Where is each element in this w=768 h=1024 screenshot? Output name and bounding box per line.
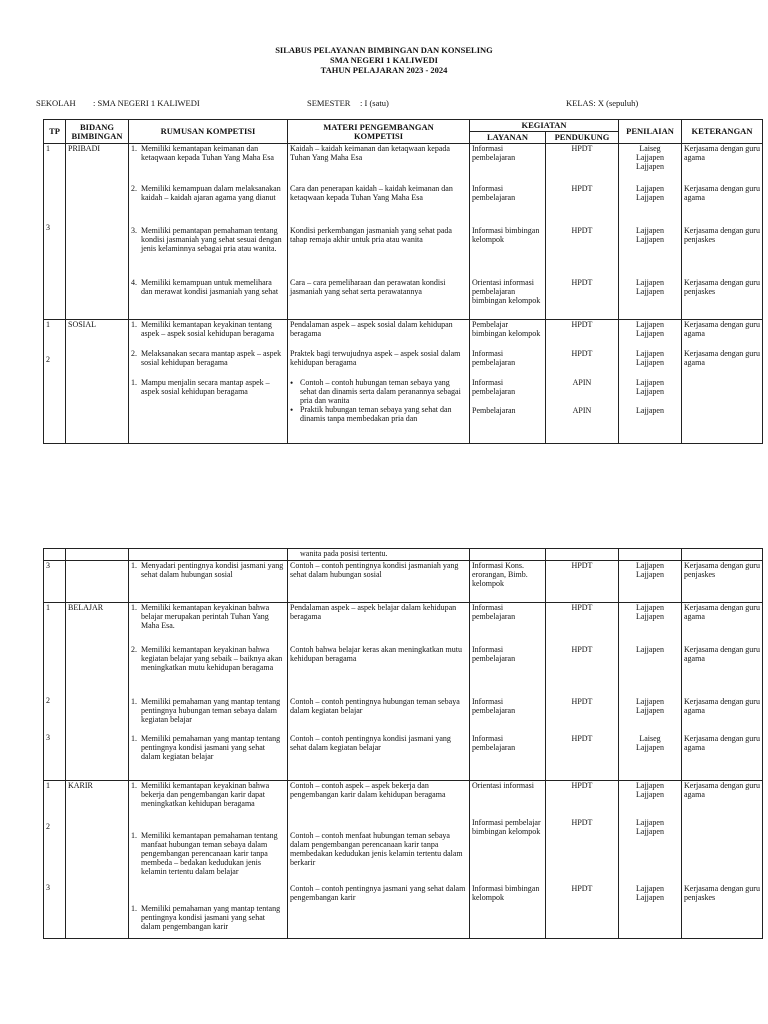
materi-cell: Pendalaman aspek – aspek belajar dalam kehidupan beragama Contoh bahwa belajar keras akan meningkatkan mutu kehidupan beragama Contoh – contoh pentingnya hubungan teman sebaya dalam kegiatan belajar Contoh – contoh pentingnya kondisi jasmani yang sehat dalam kegiatan belajar <box>288 602 470 780</box>
keterangan-cell: Kerjasama dengan guru agama Kerjasama dengan guru agama <box>682 320 763 444</box>
penilaian-cell: Laiseg Lajjapen Lajjapen Lajjapen Lajjapen Lajjapen Lajjapen Lajjapen Lajjapen <box>619 144 682 320</box>
continuation-row <box>44 549 763 561</box>
bidang-belajar: BELAJAR <box>66 602 129 780</box>
syllabus-table-page1 <box>43 119 763 444</box>
rumusan-cell: 1. Memiliki kemantapan keimanan dan ketaqwaan kepada Tuhan Yang Maha Esa 2. Memiliki kemampuan dalam melaksanakan kaidah – kaidah ajaran agama yang dianut 3. Memiliki pemantapan pemahaman tentang kondisi jasmaniah yang sehat sesuai dengan jenis kelaminnya sebagai pria atau wanita. 4. Memiliki kemampuan untuk memelihara dan merawat kondisi jasmaniah yang sehat <box>129 144 288 320</box>
bidang-pribadi: PRIBADI <box>66 144 129 320</box>
penilaian-cell: Lajjapen Lajjapen <box>619 560 682 602</box>
materi-cell: Contoh – contoh pentingnya kondisi jasmaniah yang sehat dalam hubungan sosial <box>288 560 470 602</box>
col-layanan: LAYANAN <box>470 132 546 144</box>
section-sosial <box>44 320 763 444</box>
school-label: SEKOLAH <box>36 98 76 108</box>
section-belajar <box>44 602 763 780</box>
pendukung-cell: HPDT <box>546 560 619 602</box>
pendukung-cell: HPDT HPDT HPDT <box>546 780 619 938</box>
materi-cell: Contoh – contoh aspek – aspek bekerja dan pengembangan karir dalam kehidupan beragama Contoh – contoh menfaat hubungan teman sebaya dalam pengembangan perencanaan karir tanpa membedakan kedudukan jenis kelamin tertentu dalam berkarir Contoh – contoh pentingnya jasmani yang sehat dalam pengembangan karir <box>288 780 470 938</box>
keterangan-cell: Kerjasama dengan guru agama Kerjasama dengan guru penjaskes <box>682 780 763 938</box>
col-penilaian: PENILAIAN <box>619 120 682 144</box>
layanan-cell: Informasi Kons. erorangan, Bimb. kelompok <box>470 560 546 602</box>
tp-cell: 3 <box>44 560 66 602</box>
col-bidang: BIDANG BIMBINGAN <box>66 120 129 144</box>
school-value: : SMA NEGERI 1 KALIWEDI <box>93 98 200 108</box>
keterangan-cell: Kerjasama dengan guru penjaskes <box>682 560 763 602</box>
document-title: SILABUS PELAYANAN BIMBINGAN DAN KONSELING <box>275 45 493 55</box>
year-title: TAHUN PELAJARAN 2023 - 2024 <box>320 65 448 75</box>
col-pendukung: PENDUKUNG <box>546 132 619 144</box>
materi-cell: Kaidah – kaidah keimanan dan ketaqwaan kepada Tuhan Yang Maha Esa Cara dan penerapan kaidah – kaidah keimanan dan ketaqwaan kepada Tuhan Yang Maha Esa Kondisi perkembangan jasmaniah yang sehat pada tahap remaja akhir untuk pria atau wanita Cara – cara pemeliharaan dan perawatan kondisi jasmaniah yang sehat serta perawatannya <box>288 144 470 320</box>
col-rumusan: RUMUSAN KOMPETISI <box>129 120 288 144</box>
layanan-cell: Informasi pembelajaran Informasi pembelajaran Informasi pembelajaran Informasi pembelajaran <box>470 602 546 780</box>
tp-cell: 1 2 3 <box>44 780 66 938</box>
section-karir <box>44 780 763 938</box>
rumusan-cell: 1. Memiliki kemantapan keyakinan tentang aspek – aspek sosial kehidupan beragama 2. Melaksanakan secara mantap aspek – aspek sosial kehidupan beragama 1. Mampu menjalin secara mantap aspek – aspek sosial kehidupan beragama <box>129 320 288 444</box>
section-pribadi <box>44 144 763 320</box>
rumusan-cell: 1. Memiliki kemantapan keyakinan bahwa bekerja dan pengembangan karir dapat meningkatkan kehidupan beragama 1. Memiliki kemantapan pemahaman tentang manfaat hubungan teman sebaya dalam pengembangan perencanaan karir tanpa membeda – bedakan kedudukan jenis kelamin tertentu dalam belajar 1. Memiliki pemahaman yang mantap tentang pentingnya kondisi jasmani yang sehat dalam pengembangan karir <box>129 780 288 938</box>
layanan-cell: Orientasi informasi Informasi pembelajar bimbingan kelompok Informasi bimbingan kelompok <box>470 780 546 938</box>
class-info: KELAS: X (sepuluh) <box>566 98 639 108</box>
col-kegiatan: KEGIATAN <box>470 120 619 132</box>
rumusan-cell: 1. Memiliki kemantapan keyakinan bahwa belajar merupakan perintah Tuhan Yang Maha Esa. 2. Memiliki kemantapan keyakinan bahwa kegiatan belajar yang sebaik – baiknya akan meningkatkan mutu kehidupan beragama 1. Memiliki pemahaman yang mantap tentang pentingnya hubungan teman sebaya dalam kegiatan belajar 1. Memiliki pemahaman yang mantap tentang pentingnya kondisi jasmani yang sehat dalam kegiatan belajar <box>129 602 288 780</box>
row-sosial-3 <box>44 560 763 602</box>
pendukung-cell: HPDT HPDT HPDT HPDT <box>546 144 619 320</box>
rumusan-cell: 1. Menyadari pentingnya kondisi jasmani yang sehat dalam hubungan sosial <box>129 560 288 602</box>
tp-cell: 1 2 <box>44 320 66 444</box>
semester-value: : I (satu) <box>360 98 389 108</box>
bidang-karir: KARIR <box>66 780 129 938</box>
semester-label: SEMESTER <box>307 98 351 108</box>
materi-cell: Pendalaman aspek – aspek sosial dalam kehidupan beragama Praktek bagi terwujudnya aspek – aspek sosial dalam kehidupan beragama • Contoh – contoh hubungan teman sebaya yang sehat dan dinamis serta dalam peranannya sebagai pria dan wanita • Praktik hubungan teman sebaya yang sehat dan dinamis tanpa membedakan pria dan <box>288 320 470 444</box>
col-materi: MATERI PENGEMBANGAN KOMPETISI <box>288 120 470 144</box>
penilaian-cell: Lajjapen Lajjapen Lajjapen Lajjapen Lajjapen Lajjapen <box>619 780 682 938</box>
keterangan-cell: Kerjasama dengan guru agama Kerjasama dengan guru agama Kerjasama dengan guru agama Kerjasama dengan guru agama <box>682 602 763 780</box>
materi-continuation: wanita pada posisi tertentu. <box>288 549 470 561</box>
tp-cell: 1 3 <box>44 144 66 320</box>
school-title: SMA NEGERI 1 KALIWEDI <box>330 55 438 65</box>
col-tp: TP <box>44 120 66 144</box>
layanan-cell: Pembelajar bimbingan kelompok Informasi pembelajaran Informasi pembelajaran Pembelajaran <box>470 320 546 444</box>
syllabus-table-page2 <box>43 548 763 939</box>
pendukung-cell: HPDT HPDT HPDT HPDT <box>546 602 619 780</box>
penilaian-cell: Lajjapen Lajjapen Lajjapen Lajjapen Lajjapen Lajjapen Lajjapen <box>619 320 682 444</box>
pendukung-cell: HPDT HPDT APIN APIN <box>546 320 619 444</box>
tp-cell: 1 2 3 <box>44 602 66 780</box>
col-keterangan: KETERANGAN <box>682 120 763 144</box>
bidang-sosial: SOSIAL <box>66 320 129 444</box>
penilaian-cell: Lajjapen Lajjapen Lajjapen Lajjapen Lajjapen Laiseg Lajjapen <box>619 602 682 780</box>
layanan-cell: Informasi pembelajaran Informasi pembelajaran Informasi bimbingan kelompok Orientasi informasi pembelajaran bimbingan kelompok <box>470 144 546 320</box>
keterangan-cell: Kerjasama dengan guru agama Kerjasama dengan guru agama Kerjasama dengan guru penjaskes Kerjasama dengan guru penjaskes <box>682 144 763 320</box>
